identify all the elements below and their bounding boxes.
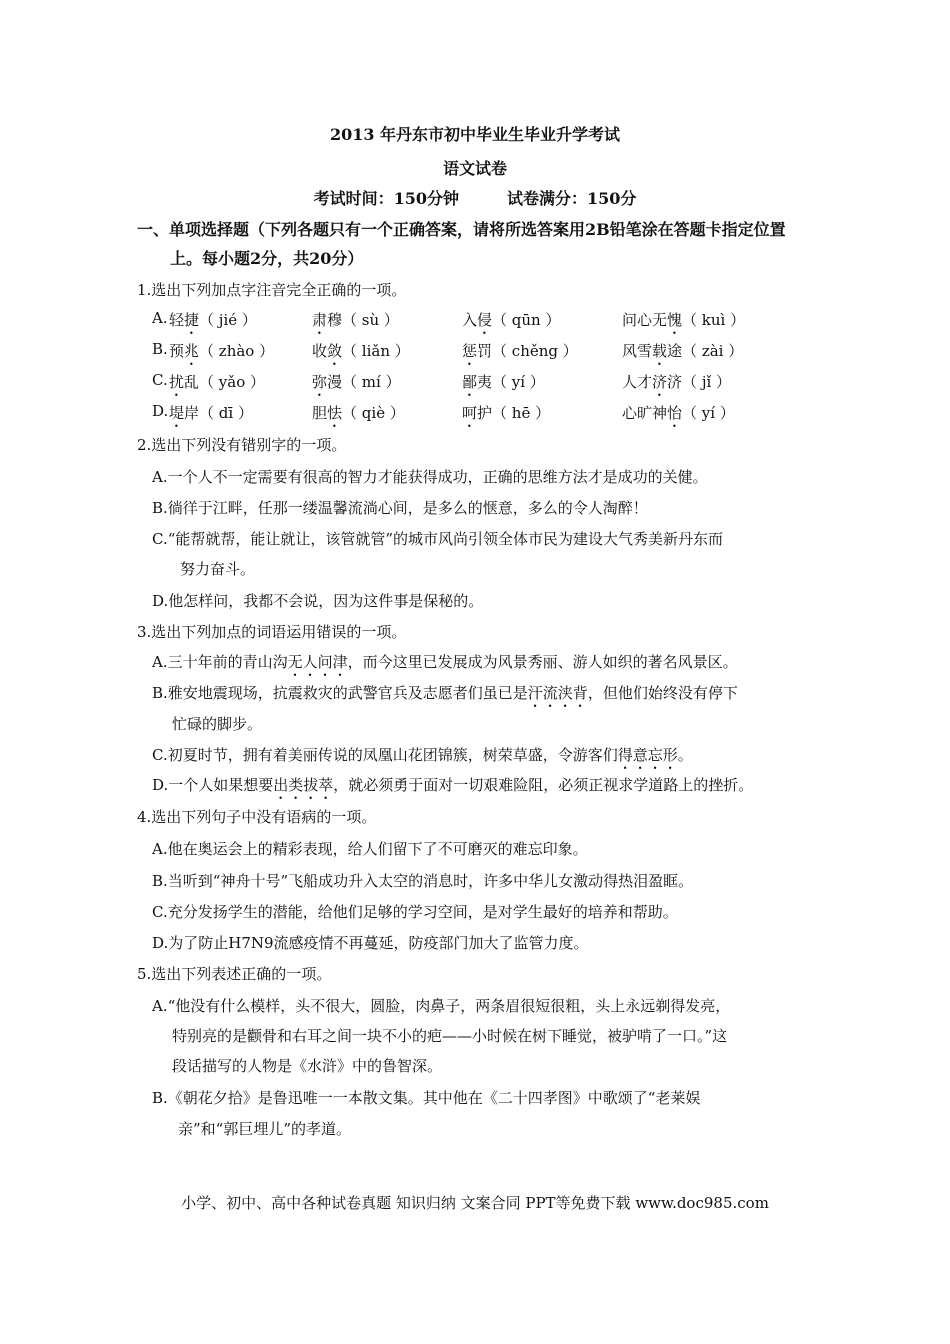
q1-c-item-2: 弥漫（ mí ） [312, 373, 401, 391]
q2-stem: 2.选出下列没有错别字的一项。 [137, 436, 347, 454]
q5-option-a-line3: 段话描写的人物是《水浒》中的鲁智深。 [172, 1057, 443, 1075]
q3-option-a: A.三十年前的青山沟无人问津，而今这里已发展成为风景秀丽、游人如织的著名风景区。 [152, 653, 738, 671]
q1-a-item-2: 肃穆（ sù ） [312, 311, 399, 329]
q1-d-label: D. [152, 402, 169, 420]
q1-a-item-1: 轻捷（ jié ） [169, 311, 257, 329]
q1-b-item-4: 风雪载途（ zài ） [622, 342, 744, 360]
q3-option-c: C.初夏时节，拥有着美丽传说的凤凰山花团锦簇，树荣草盛，令游客们得意忘形。 [152, 746, 693, 764]
exam-title: 2013 年丹东市初中毕业生毕业升学考试 [329, 125, 621, 144]
exam-subject: 语文试卷 [442, 159, 507, 178]
q5-option-b-line1: B.《朝花夕拾》是鲁迅唯一一本散文集。其中他在《二十四孝图》中歌颂了“老莱娱 [152, 1089, 701, 1107]
q4-stem: 4.选出下列句子中没有语病的一项。 [137, 808, 377, 826]
page-footer: 小学、初中、高中各种试卷真题 知识归纳 文案合同 PPT等免费下载 www.doc985.com [181, 1194, 769, 1212]
section-heading-line2: 上。每小题2分，共20分） [170, 249, 364, 268]
q3-option-b-line1: B.雅安地震现场，抗震救灾的武警官兵及志愿者们虽已是汗流浃背，但他们始终没有停下 [152, 684, 738, 702]
exam-meta [0, 186, 950, 209]
q1-c-item-4: 人才济济（ jǐ ） [622, 373, 732, 391]
q3-option-d: D.一个人如果想要出类拔萃，就必须勇于面对一切艰难险阻，必须正视求学道路上的挫折。 [152, 776, 754, 794]
q4-option-c: C.充分发扬学生的潜能，给他们足够的学习空间，是对学生最好的培养和帮助。 [152, 903, 678, 921]
q2-option-d: D.他怎样问，我都不会说，因为这件事是保秘的。 [152, 592, 484, 610]
q1-d-item-1: 堤岸（ dī ） [169, 404, 253, 422]
q2-option-c-line1: C.“能帮就帮，能让就让，该管就管”的城市风尚引领全体市民为建设大气秀美新丹东而 [152, 530, 724, 548]
q5-option-a-line2: 特别亮的是颧骨和右耳之间一块不小的疤——小时候在树下睡觉，被驴啃了一口。”这 [172, 1027, 728, 1045]
q4-option-d: D.为了防止H7N9流感疫情不再蔓延，防疫部门加大了监管力度。 [152, 934, 589, 952]
q1-c-item-1: 扰乱（ yǎo ） [169, 373, 266, 391]
exam-time: 考试时间：150分钟 [313, 189, 459, 208]
q4-option-a: A.他在奥运会上的精彩表现，给人们留下了不可磨灭的难忘印象。 [152, 840, 588, 858]
q2-option-b: B.徜徉于江畔，任那一缕温馨流淌心间，是多么的惬意，多么的令人淘醉！ [152, 499, 648, 517]
exam-score: 试卷满分：150分 [507, 189, 637, 208]
q1-b-item-2: 收敛（ liǎn ） [312, 342, 410, 360]
q3-option-b-line2: 忙碌的脚步。 [172, 715, 263, 733]
q2-option-c-line2: 努力奋斗。 [180, 560, 256, 578]
q5-option-b-line2: 亲”和“郭巨埋儿”的孝道。 [178, 1120, 352, 1138]
q1-b-item-1: 预兆（ zhào ） [169, 342, 275, 360]
q1-c-label: C. [152, 371, 168, 389]
q1-a-label: A. [152, 309, 168, 327]
q1-a-item-4: 问心无愧（ kuì ） [622, 311, 746, 329]
q1-b-item-3: 惩罚（ chěng ） [462, 342, 578, 360]
q1-a-item-3: 入侵（ qūn ） [462, 311, 561, 329]
q2-option-a: A.一个人不一定需要有很高的智力才能获得成功，正确的思维方法才是成功的关健。 [152, 468, 708, 486]
q5-option-a-line1: A.“他没有什么模样，头不很大，圆脸，肉鼻子，两条眉很短很粗，头上永远剃得发亮， [152, 997, 731, 1015]
q1-d-item-3: 呵护（ hē ） [462, 404, 551, 422]
section-heading-line1: 一、单项选择题（下列各题只有一个正确答案，请将所选答案用2B铅笔涂在答题卡指定位置 [137, 220, 786, 239]
q1-c-item-3: 鄙夷（ yí ） [462, 373, 545, 391]
q1-d-item-4: 心旷神怡（ yí ） [622, 404, 735, 422]
q5-stem: 5.选出下列表述正确的一项。 [137, 965, 332, 983]
q1-d-item-2: 胆怯（ qiè ） [312, 404, 405, 422]
q1-stem: 1.选出下列加点字注音完全正确的一项。 [137, 281, 407, 299]
q3-stem: 3.选出下列加点的词语运用错误的一项。 [137, 623, 407, 641]
q1-b-label: B. [152, 340, 168, 358]
q4-option-b: B.当听到“神舟十号”飞船成功升入太空的消息时，许多中华儿女激动得热泪盈眶。 [152, 872, 694, 890]
